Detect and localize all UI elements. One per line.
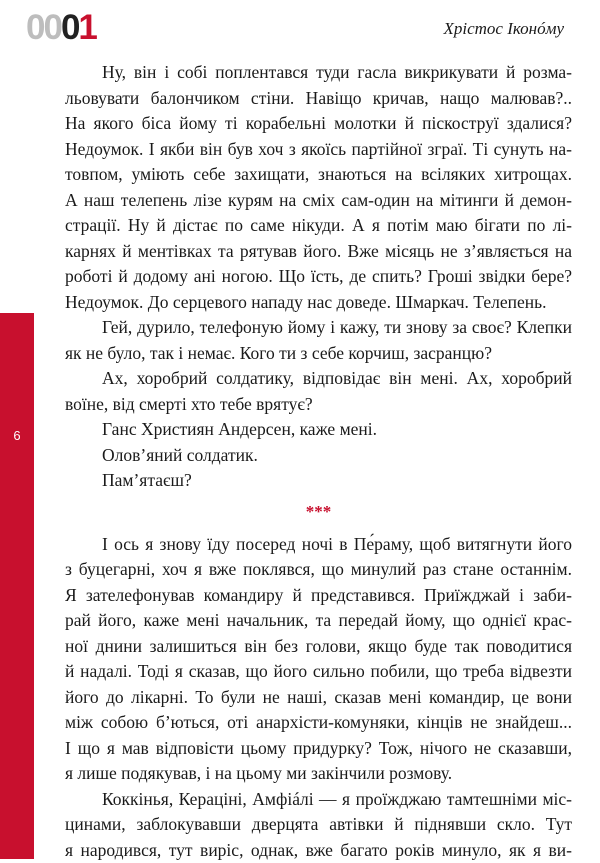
text-line: І що я мав відповісти цьому придурку? Тож, нічого не сказавши, [65,736,572,762]
page-number: 6 [7,428,27,444]
text-line: Ганс Християн Андерсен, каже мені. [65,417,572,443]
text-line: воїне, від смерті хто тебе врятує? [65,392,572,418]
text-line: цинами, заблокувавши дверцята автівки й піднявши скло. Тут [65,812,572,838]
body-text [65,60,572,863]
text-line: Недоумок. До серцевого нападу нас доведе. Шмаркач. Телепень. [65,290,572,316]
series-logo-dark-digit: 0 [61,8,78,47]
section-separator: *** [65,501,572,523]
series-logo-grey-digits: 00 [26,8,61,47]
text-line: На якого біса йому ті корабельні молотки й піскоструї здалися? [65,111,572,137]
text-line: ної днини залишиться він без голови, якщо буде так поводитися [65,634,572,660]
text-line: я лише подякував, і на цьому ми закінчили розмову. [65,761,572,787]
text-line: Пам’ятаєш? [65,468,572,494]
text-line: з буцегарні, хоч я вже поклявся, що минулий раз стане останнім. [65,557,572,583]
text-line: Недоумок. І якби він був хоч з якоїсь партійної зграї. Ті сунуть на- [65,137,572,163]
text-line: його до лікарні. То були не наші, сказав мені командир, це вони [65,685,572,711]
text-line: Коккінья, Кераціні, Амфіáлі — я проїжджаю тамтешніми міс- [65,787,572,813]
text-line: між собою б’ються, оті анархісти-комуняки, кінців не знайдеш... [65,710,572,736]
text-line: товпом, уміють себе захищати, знаються на всіляких хитрощах. [65,162,572,188]
running-header-author: Хрістос Іконóму [443,19,564,39]
text-line: й надалі. Тоді я сказав, що його сильно побили, що треба відвезти [65,659,572,685]
text-line: я народився, тут виріс, однак, вже багато років минуло, як я ви- [65,838,572,863]
text-line: льовувати балончиком стіни. Навіщо кричав, нащо малював?.. [65,86,572,112]
text-line: Я зателефонував командиру й представився. Приїжджай і заби- [65,583,572,609]
text-line: Олов’яний солдатик. [65,443,572,469]
text-line: як не було, так і немає. Кого ти з себе корчиш, засранцю? [65,341,572,367]
series-logo-red-digit: 1 [78,8,95,47]
text-line: рай його, каже мені начальник, та передай йому, що однієї крас- [65,608,572,634]
text-line: А наш телепень лізе курям на сміх сам-один на мітинги й демон- [65,188,572,214]
series-logo [26,8,96,48]
red-side-bar [0,313,34,859]
text-line: страції. Ну й дістає по саме нікуди. А я потім маю бігати по лі- [65,213,572,239]
text-line: Гей, дурило, телефоную йому і кажу, ти знову за своє? Клепки [65,315,572,341]
text-line: роботі й додому ані ногою. Що їсть, де спить? Гроші звідки бере? [65,264,572,290]
text-line: І ось я знову їду посеред ночі в Пе́раму, щоб витягнути його [65,532,572,558]
text-line: Ах, хоробрий солдатику, відповідає він мені. Ах, хоробрий [65,366,572,392]
text-line: Ну, він і собі поплентався туди гасла викрикувати й розма- [65,60,572,86]
text-line: карнях й ментівках та рятував його. Вже місяць не з’являється на [65,239,572,265]
